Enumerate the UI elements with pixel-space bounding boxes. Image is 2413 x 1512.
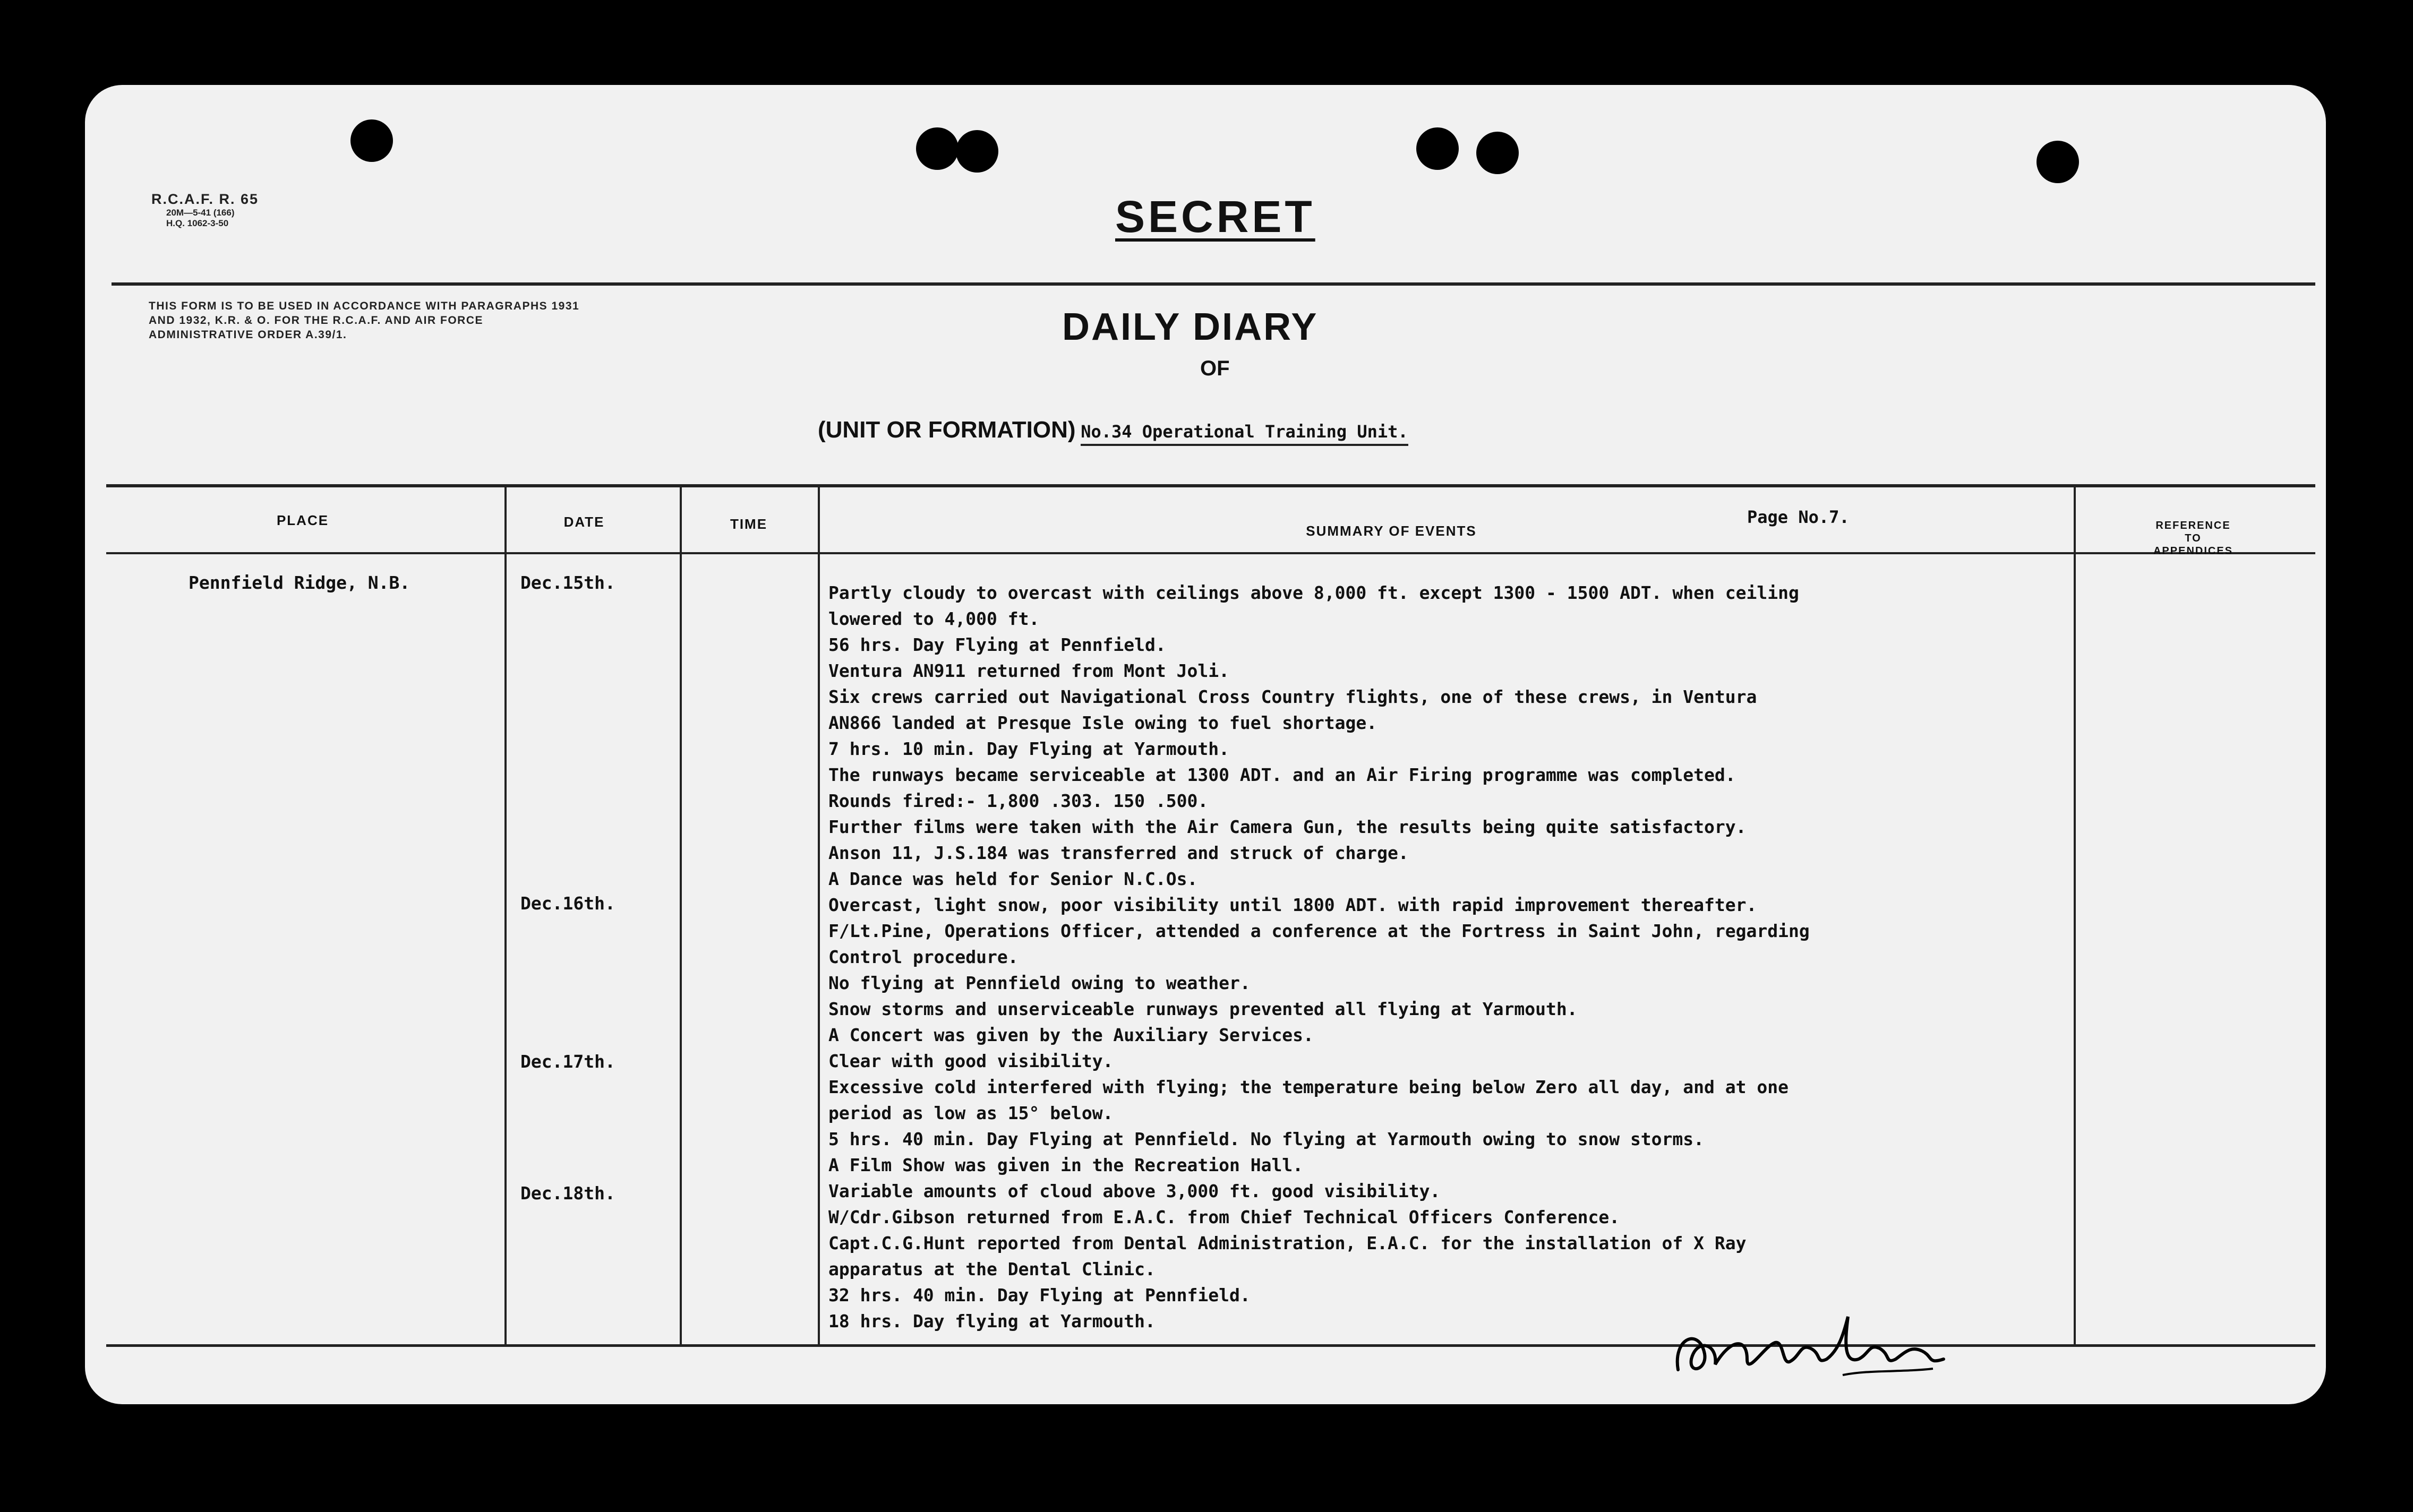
event-line: period as low as 15° below. (828, 1103, 1114, 1123)
diary-title: DAILY DIARY (1062, 306, 1319, 348)
event-line: Clear with good visibility. (828, 1051, 1114, 1071)
event-line: A Concert was given by the Auxiliary Services. (828, 1025, 1314, 1045)
divider-date-time (680, 486, 682, 1346)
reference-line: TO (2185, 532, 2202, 544)
form-code-print-line: 20M—5-41 (166) (166, 208, 235, 218)
column-header-time: TIME (730, 516, 768, 532)
unit-line (818, 417, 1408, 443)
event-line: Variable amounts of cloud above 3,000 ft. good visibility. (828, 1181, 1441, 1201)
date-entry: Dec.16th. (520, 893, 615, 914)
header-bottom-rule (106, 552, 2315, 554)
form-code-number: R.C.A.F. R. 65 (151, 191, 259, 207)
form-instructions: THIS FORM IS TO BE USED IN ACCORDANCE WITH PARAGRAPHS 1931 AND 1932, K.R. & O. FOR THE R.C.A.F. AND AIR FORCE ADMINISTRATIVE ORDER A.39/1. (149, 300, 580, 341)
column-header-date: DATE (563, 514, 605, 530)
event-line: F/Lt.Pine, Operations Officer, attended a conference at the Fortress in Saint John, regarding (828, 921, 1810, 941)
summary-of-events (828, 580, 2092, 1334)
table-top-rule (106, 484, 2315, 487)
event-line: AN866 landed at Presque Isle owing to fuel shortage. (828, 712, 1377, 733)
divider-time-summary (818, 486, 820, 1346)
title-of: OF (1200, 357, 1230, 380)
column-header-place: PLACE (276, 512, 329, 528)
event-line: A Film Show was given in the Recreation Hall. (828, 1155, 1304, 1175)
punch-hole (350, 119, 393, 162)
event-line: 56 hrs. Day Flying at Pennfield. (828, 634, 1166, 655)
punch-hole (1476, 132, 1519, 174)
event-line: 7 hrs. 10 min. Day Flying at Yarmouth. (828, 738, 1229, 759)
event-line: 18 hrs. Day flying at Yarmouth. (828, 1311, 1156, 1331)
date-entry: Dec.15th. (520, 572, 615, 593)
event-line: Excessive cold interfered with flying; the temperature being below Zero all day, and at one (828, 1077, 1789, 1097)
punch-hole (2036, 141, 2079, 183)
unit-label: (UNIT OR FORMATION) (818, 417, 1076, 443)
page-number: Page No.7. (1747, 507, 1850, 527)
table-bottom-rule (106, 1344, 2315, 1347)
event-line: Ventura AN911 returned from Mont Joli. (828, 660, 1229, 681)
event-line: Partly cloudy to overcast with ceilings above 8,000 ft. except 1300 - 1500 ADT. when ceiling (828, 582, 1799, 603)
event-line: A Dance was held for Senior N.C.Os. (828, 869, 1198, 889)
punch-hole (916, 127, 959, 170)
event-line: W/Cdr.Gibson returned from E.A.C. from Chief Technical Officers Conference. (828, 1207, 1620, 1227)
place-entry: Pennfield Ridge, N.B. (189, 572, 410, 593)
top-rule (112, 282, 2315, 286)
reference-line: APPENDICES (2153, 545, 2234, 557)
column-header-reference (2103, 519, 2283, 557)
event-line: Control procedure. (828, 947, 1019, 967)
form-code (151, 191, 259, 229)
secret-heading: SECRET (1115, 192, 1315, 242)
date-entry: Dec.17th. (520, 1051, 615, 1072)
handwritten-signature (1667, 1306, 1965, 1386)
punch-hole (956, 130, 998, 173)
punch-hole (1416, 127, 1459, 170)
divider-place-date (504, 486, 507, 1346)
event-line: lowered to 4,000 ft. (828, 608, 1040, 629)
event-line: Capt.C.G.Hunt reported from Dental Administration, E.A.C. for the installation of X Ray (828, 1233, 1747, 1253)
event-line: Rounds fired:- 1,800 .303. 150 .500. (828, 791, 1209, 811)
form-code-hq-line: H.Q. 1062-3-50 (166, 218, 229, 228)
column-header-summary: SUMMARY OF EVENTS (1306, 523, 1477, 539)
event-line: apparatus at the Dental Clinic. (828, 1259, 1156, 1279)
event-line: Snow storms and unserviceable runways prevented all flying at Yarmouth. (828, 999, 1578, 1019)
event-line: Overcast, light snow, poor visibility until 1800 ADT. with rapid improvement thereafter. (828, 895, 1757, 915)
event-line: No flying at Pennfield owing to weather. (828, 973, 1251, 993)
event-line: Anson 11, J.S.184 was transferred and struck of charge. (828, 843, 1409, 863)
event-line: Six crews carried out Navigational Cross Country flights, one of these crews, in Ventura (828, 686, 1757, 707)
event-line: 5 hrs. 40 min. Day Flying at Pennfield. No flying at Yarmouth owing to snow storms. (828, 1129, 1705, 1149)
diary-form-card (85, 85, 2326, 1404)
date-entry: Dec.18th. (520, 1183, 615, 1204)
event-line: The runways became serviceable at 1300 ADT. and an Air Firing programme was completed. (828, 764, 1736, 785)
reference-line: REFERENCE (2155, 520, 2231, 531)
event-line: 32 hrs. 40 min. Day Flying at Pennfield. (828, 1285, 1251, 1305)
event-line: Further films were taken with the Air Camera Gun, the results being quite satisfactory. (828, 817, 1747, 837)
unit-value: No.34 Operational Training Unit. (1081, 422, 1408, 446)
